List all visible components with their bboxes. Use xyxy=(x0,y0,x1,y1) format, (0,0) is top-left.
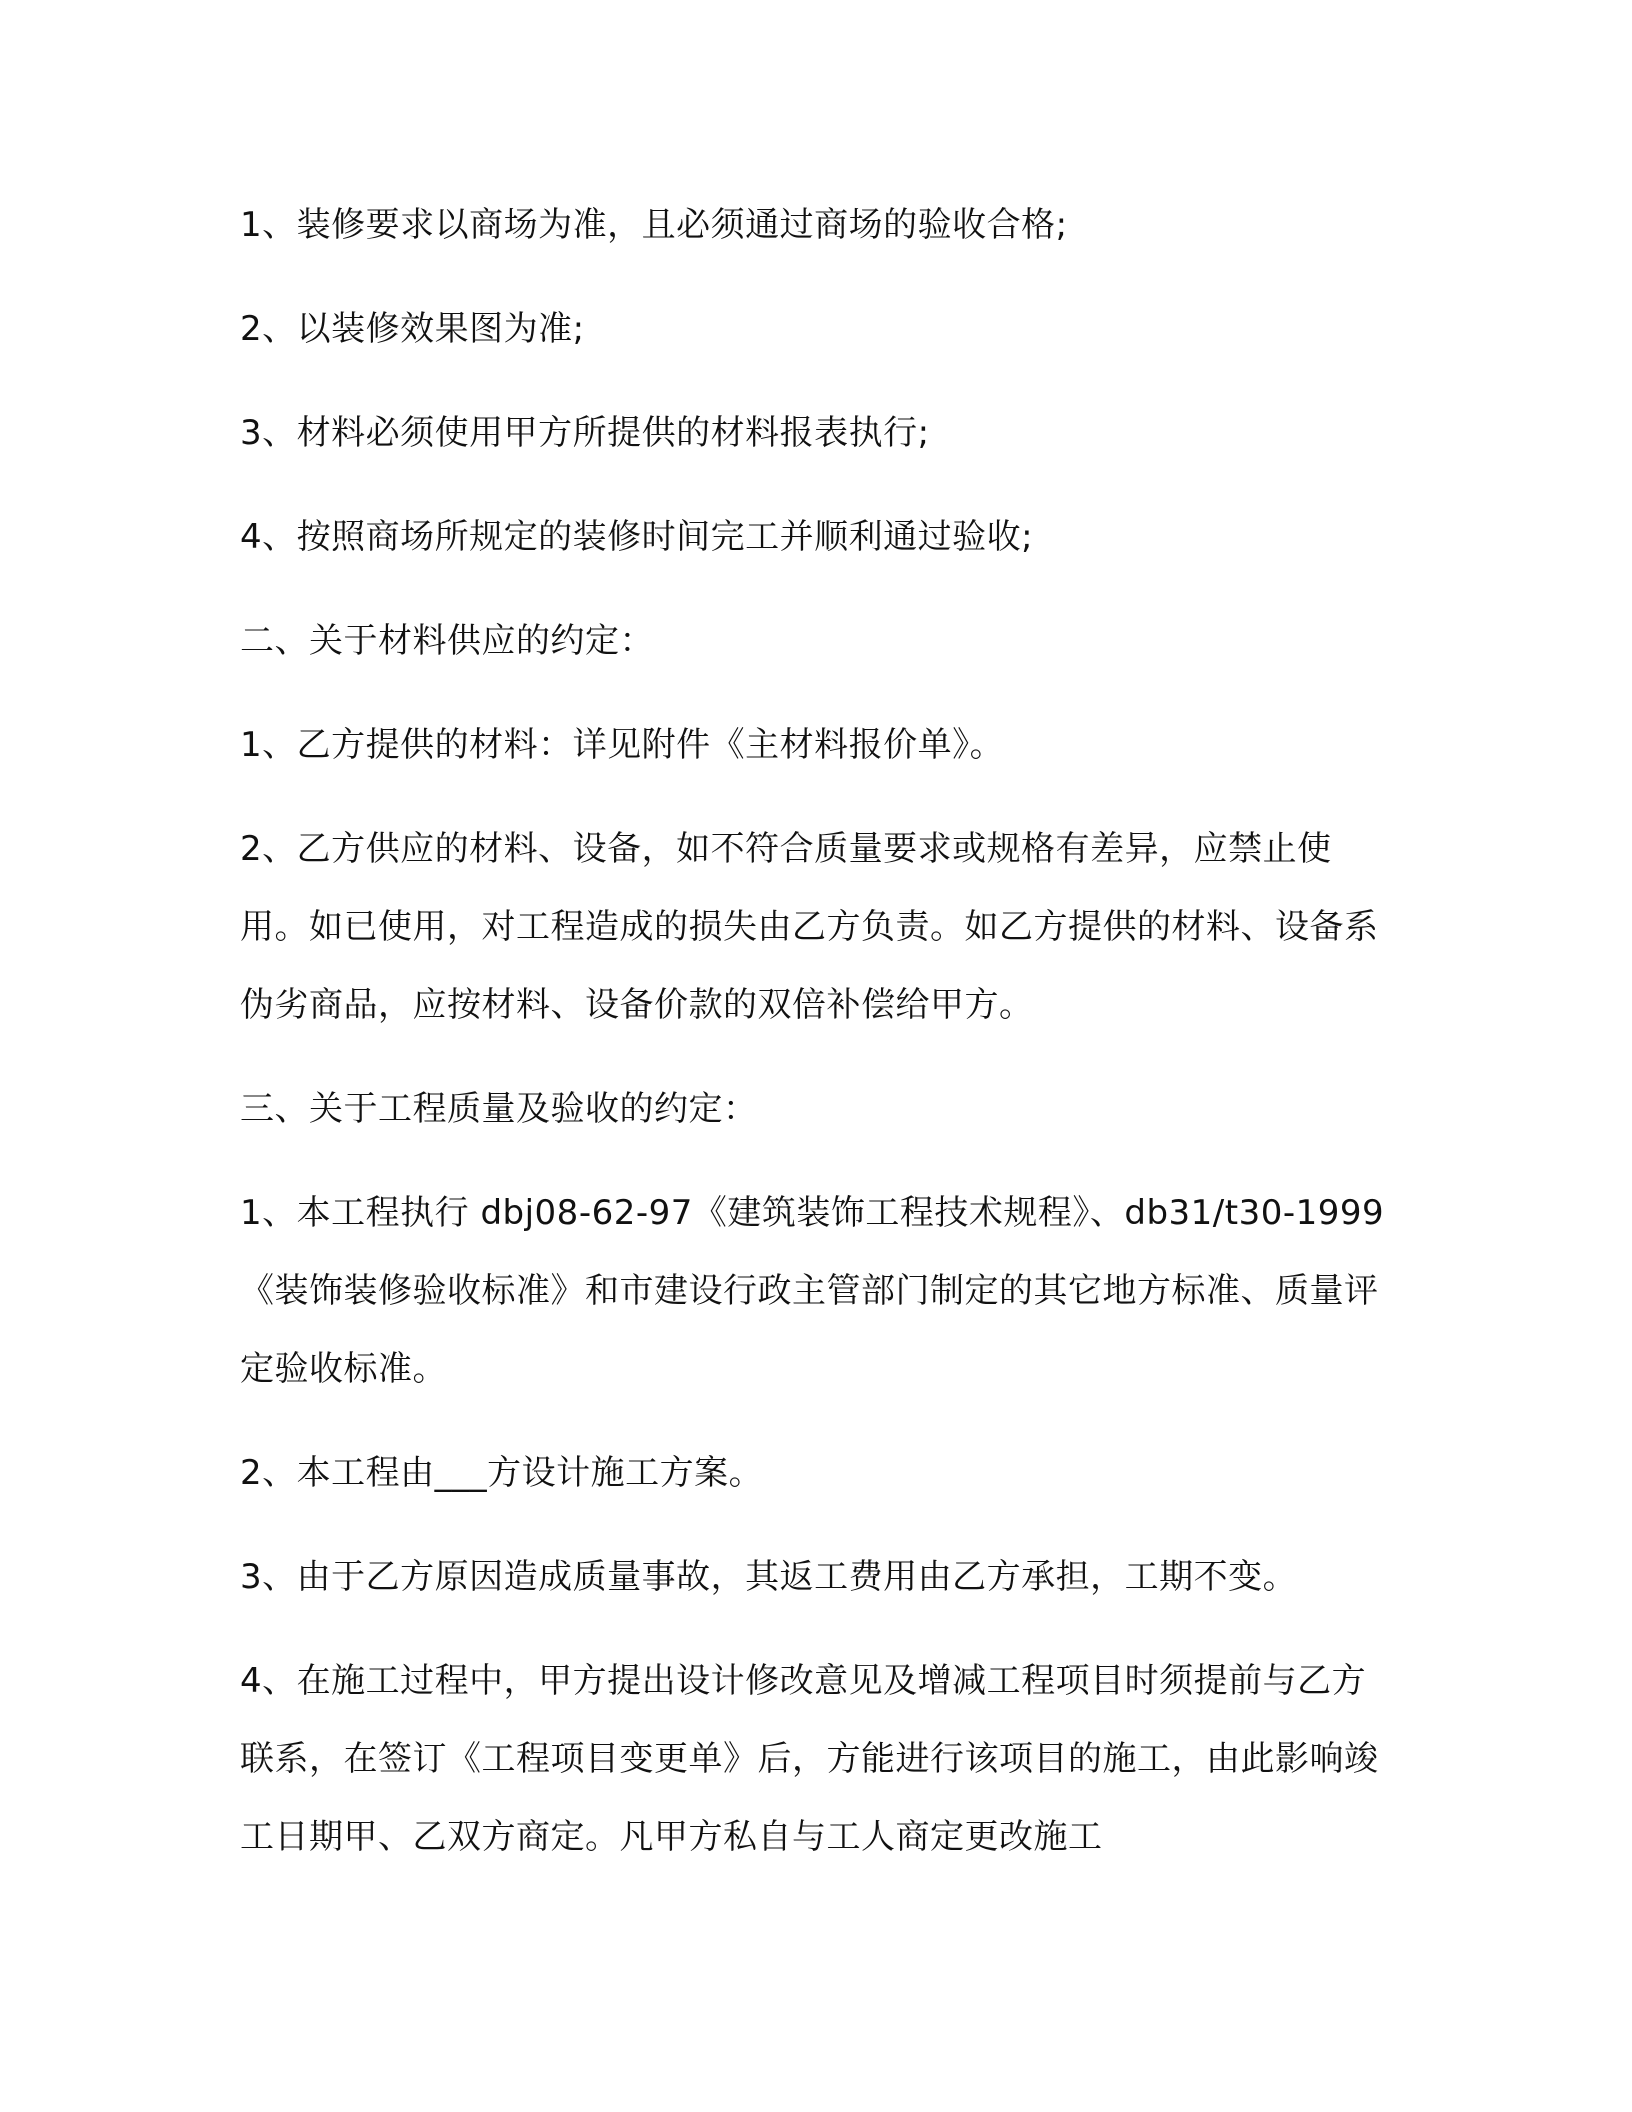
paragraph-quality-4: 4、在施工过程中，甲方提出设计修改意见及增减工程项目时须提前与乙方联系，在签订《工程项目变更单》后，方能进行该项目的施工，由此影响竣工日期甲、乙双方商定。凡甲方私自与工人商定更改施工 xyxy=(240,1661,1379,1857)
paragraph-quality-3: 3、由于乙方原因造成质量事故，其返工费用由乙方承担，工期不变。 xyxy=(240,1557,1298,1597)
paragraph-materials-1: 1、乙方提供的材料：详见附件《主材料报价单》。 xyxy=(240,725,1005,765)
paragraph-1: 1、装修要求以商场为准，且必须通过商场的验收合格; xyxy=(240,205,1068,245)
paragraph-quality-2: 2、本工程由___方设计施工方案。 xyxy=(240,1453,764,1493)
paragraph-3: 3、材料必须使用甲方所提供的材料报表执行; xyxy=(240,413,930,453)
section-heading-quality: 三、关于工程质量及验收的约定： xyxy=(240,1089,758,1129)
paragraph-2: 2、以装修效果图为准; xyxy=(240,309,585,349)
document-body xyxy=(240,186,1400,1876)
paragraph-4: 4、按照商场所规定的装修时间完工并顺利通过验收; xyxy=(240,517,1034,557)
paragraph-quality-1: 1、本工程执行 dbj08-62-97《建筑装饰工程技术规程》、db31/t30-1999《装饰装修验收标准》和市建设行政主管部门制定的其它地方标准、质量评定验收标准。 xyxy=(240,1193,1385,1389)
section-heading-materials: 二、关于材料供应的约定： xyxy=(240,621,654,661)
paragraph-materials-2: 2、乙方供应的材料、设备，如不符合质量要求或规格有差异，应禁止使用。如已使用，对工程造成的损失由乙方负责。如乙方提供的材料、设备系伪劣商品，应按材料、设备价款的双倍补偿给甲方。 xyxy=(240,829,1379,1025)
